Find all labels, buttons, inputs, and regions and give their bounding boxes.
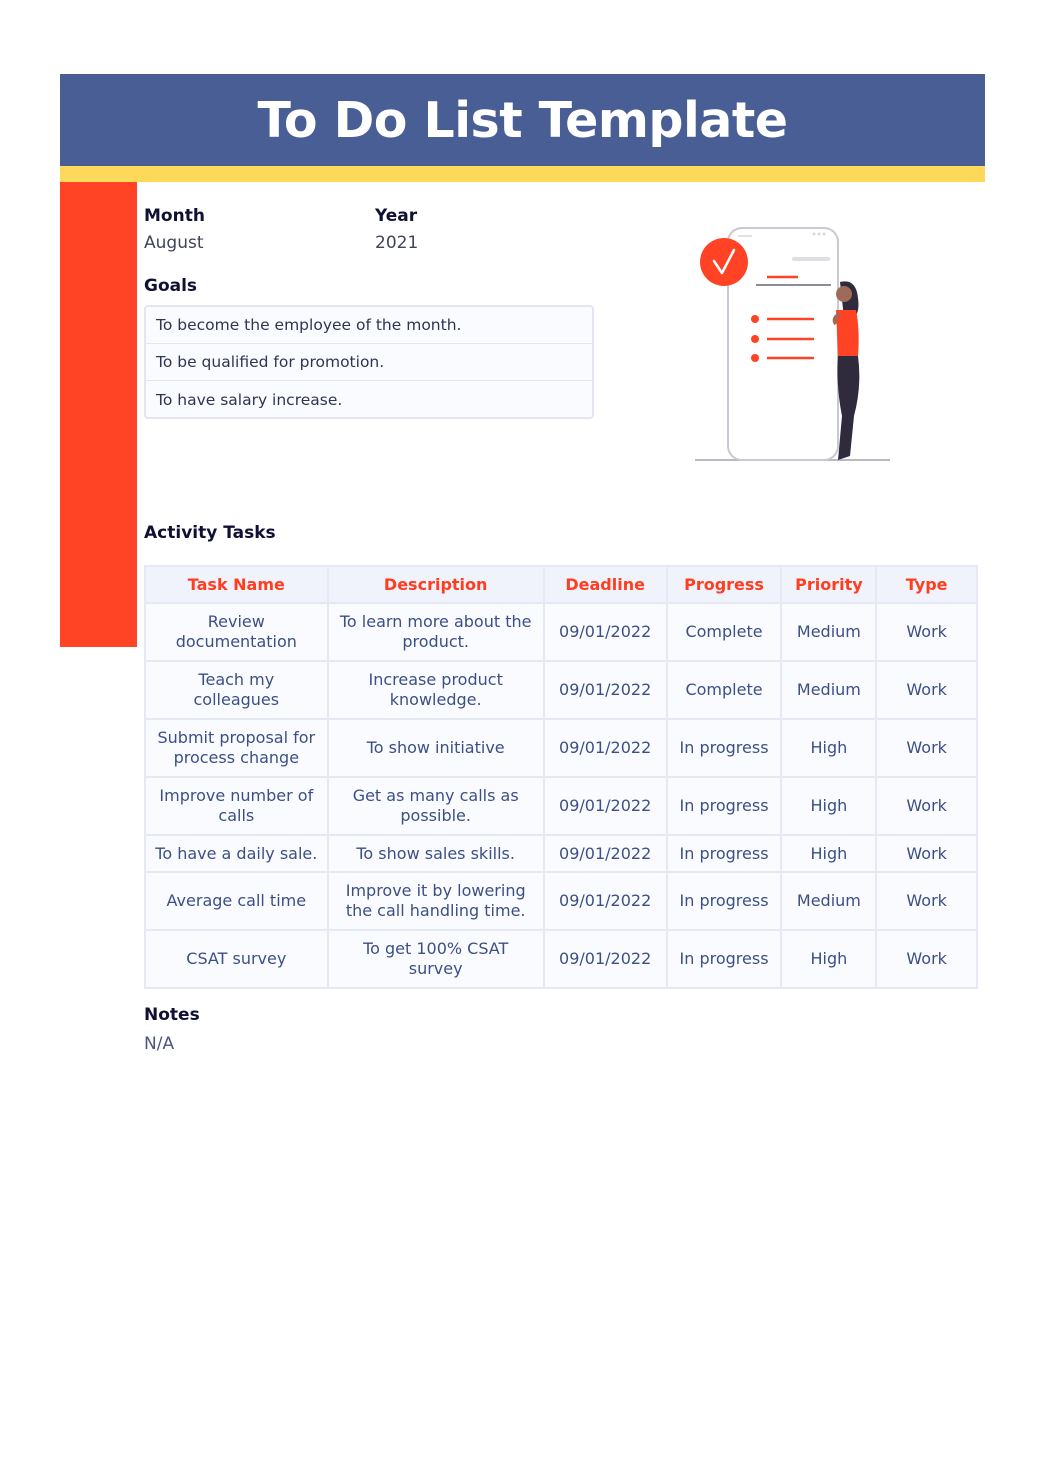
header-banner bbox=[60, 74, 985, 166]
type-cell: Work bbox=[876, 930, 977, 988]
progress-cell: In progress bbox=[667, 872, 782, 930]
year-label: Year bbox=[375, 206, 418, 226]
table-row bbox=[145, 777, 977, 835]
page-title: To Do List Template bbox=[257, 91, 788, 149]
type-cell: Work bbox=[876, 835, 977, 872]
column-header-description: Description bbox=[328, 566, 544, 603]
deadline-cell: 09/01/2022 bbox=[544, 603, 667, 661]
priority-cell: High bbox=[781, 777, 876, 835]
priority-cell: Medium bbox=[781, 661, 876, 719]
table-row bbox=[145, 719, 977, 777]
description-cell: To show initiative bbox=[328, 719, 544, 777]
type-cell: Work bbox=[876, 872, 977, 930]
activity-tasks-table bbox=[144, 565, 978, 989]
activity-tasks-heading: Activity Tasks bbox=[144, 523, 276, 543]
deadline-cell: 09/01/2022 bbox=[544, 777, 667, 835]
month-field bbox=[144, 206, 205, 253]
goal-item: To be qualified for promotion. bbox=[146, 344, 592, 381]
year-field bbox=[375, 206, 418, 253]
column-header-priority: Priority bbox=[781, 566, 876, 603]
table-row bbox=[145, 872, 977, 930]
column-header-deadline: Deadline bbox=[544, 566, 667, 603]
year-value: 2021 bbox=[375, 233, 419, 253]
goal-item: To have salary increase. bbox=[156, 390, 343, 409]
column-header-type: Type bbox=[876, 566, 977, 603]
month-value: August bbox=[144, 233, 204, 253]
progress-cell: In progress bbox=[667, 835, 782, 872]
progress-cell: Complete bbox=[667, 603, 782, 661]
type-cell: Work bbox=[876, 719, 977, 777]
notes-heading: Notes bbox=[144, 1005, 200, 1025]
checklist-phone-illustration bbox=[690, 222, 895, 467]
accent-stripe bbox=[60, 166, 985, 182]
deadline-cell: 09/01/2022 bbox=[544, 719, 667, 777]
table-row bbox=[145, 835, 977, 872]
goals-list bbox=[144, 305, 594, 419]
type-cell: Work bbox=[876, 603, 977, 661]
description-cell: Improve it by lowering the call handling time. bbox=[328, 872, 544, 930]
progress-cell: In progress bbox=[667, 777, 782, 835]
table-header-row bbox=[145, 566, 977, 603]
task-name-cell: To have a daily sale. bbox=[145, 835, 328, 872]
side-accent-bar bbox=[60, 182, 137, 647]
description-cell: To get 100% CSAT survey bbox=[328, 930, 544, 988]
notes-value: N/A bbox=[144, 1034, 175, 1054]
description-cell: Get as many calls as possible. bbox=[328, 777, 544, 835]
month-label: Month bbox=[144, 206, 205, 226]
description-cell: To show sales skills. bbox=[328, 835, 544, 872]
table-row bbox=[145, 661, 977, 719]
task-name-cell: Submit proposal for process change bbox=[145, 719, 328, 777]
deadline-cell: 09/01/2022 bbox=[544, 835, 667, 872]
type-cell: Work bbox=[876, 661, 977, 719]
checkmark-icon bbox=[700, 238, 748, 286]
progress-cell: In progress bbox=[667, 719, 782, 777]
column-header-progress: Progress bbox=[667, 566, 782, 603]
deadline-cell: 09/01/2022 bbox=[544, 930, 667, 988]
progress-cell: In progress bbox=[667, 930, 782, 988]
table-row bbox=[145, 930, 977, 988]
deadline-cell: 09/01/2022 bbox=[544, 872, 667, 930]
goal-item: To become the employee of the month. bbox=[146, 307, 592, 344]
priority-cell: Medium bbox=[781, 872, 876, 930]
task-name-cell: Improve number of calls bbox=[145, 777, 328, 835]
priority-cell: Medium bbox=[781, 603, 876, 661]
deadline-cell: 09/01/2022 bbox=[544, 661, 667, 719]
task-name-cell: Teach my colleagues bbox=[145, 661, 328, 719]
priority-cell: High bbox=[781, 719, 876, 777]
priority-cell: High bbox=[781, 835, 876, 872]
task-name-cell: Average call time bbox=[145, 872, 328, 930]
progress-cell: Complete bbox=[667, 661, 782, 719]
task-name-cell: CSAT survey bbox=[145, 930, 328, 988]
goals-heading: Goals bbox=[144, 276, 198, 296]
description-cell: Increase product knowledge. bbox=[328, 661, 544, 719]
priority-cell: High bbox=[781, 930, 876, 988]
table-row bbox=[145, 603, 977, 661]
task-name-cell: Review documentation bbox=[145, 603, 328, 661]
column-header-task-name: Task Name bbox=[145, 566, 328, 603]
type-cell: Work bbox=[876, 777, 977, 835]
description-cell: To learn more about the product. bbox=[328, 603, 544, 661]
